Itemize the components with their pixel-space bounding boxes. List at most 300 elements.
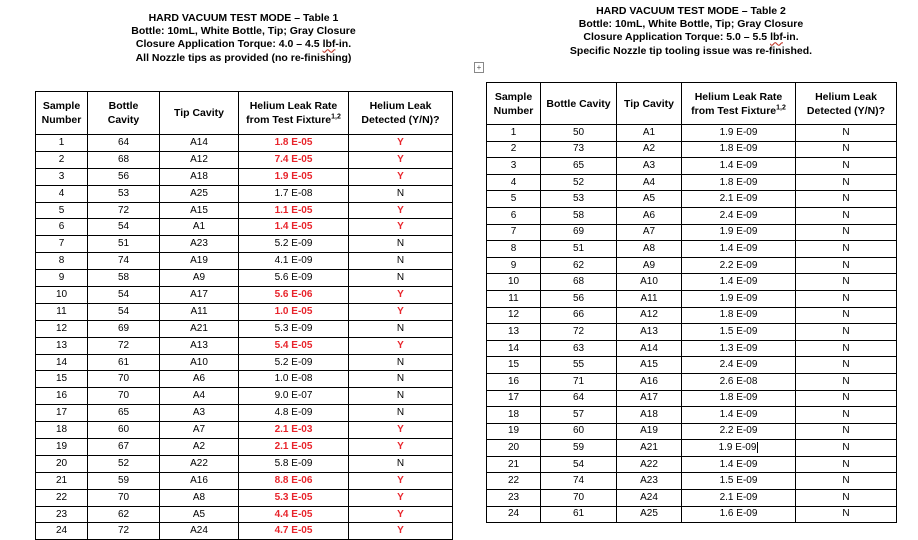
leak-rate-cell[interactable] bbox=[239, 236, 349, 253]
sample-number-cell[interactable] bbox=[487, 490, 541, 507]
leak-rate-cell[interactable] bbox=[682, 257, 796, 274]
leak-rate-value: 2.1 E-09 bbox=[719, 193, 758, 205]
tip-cavity-cell[interactable] bbox=[160, 422, 239, 439]
bottle-cavity-cell[interactable] bbox=[88, 202, 160, 219]
leak-rate-cell[interactable] bbox=[682, 324, 796, 341]
table-row bbox=[487, 307, 897, 324]
tip-cavity-cell[interactable] bbox=[160, 253, 239, 270]
bottle-cavity-cell[interactable] bbox=[541, 257, 617, 274]
sample-number-cell[interactable] bbox=[487, 423, 541, 440]
table-move-handle-icon[interactable]: + bbox=[474, 62, 484, 73]
leak-detected-cell[interactable] bbox=[349, 253, 453, 270]
sample-number-value: 18 bbox=[507, 408, 520, 420]
sample-number-cell[interactable] bbox=[36, 303, 88, 320]
sample-number-cell[interactable] bbox=[487, 158, 541, 175]
leak-detected-cell[interactable] bbox=[349, 151, 453, 168]
bottle-cavity-cell[interactable] bbox=[541, 290, 617, 307]
table-row bbox=[36, 168, 453, 185]
leak-rate-cell[interactable] bbox=[682, 473, 796, 490]
bottle-cavity-cell[interactable] bbox=[541, 373, 617, 390]
bottle-cavity-cell[interactable] bbox=[88, 489, 160, 506]
tip-cavity-cell[interactable] bbox=[160, 455, 239, 472]
leak-rate-cell[interactable] bbox=[682, 506, 796, 523]
leak-detected-value: Y bbox=[397, 525, 404, 537]
bottle-cavity-cell[interactable] bbox=[541, 490, 617, 507]
sample-number-cell[interactable] bbox=[36, 405, 88, 422]
sample-number-value: 8 bbox=[58, 255, 65, 267]
bottle-cavity-cell[interactable] bbox=[541, 207, 617, 224]
sample-number-cell[interactable] bbox=[487, 290, 541, 307]
table2-torque-unit: lbf bbox=[770, 31, 783, 44]
bottle-cavity-cell[interactable] bbox=[88, 455, 160, 472]
leak-rate-value: 1.9 E-09 bbox=[719, 292, 758, 304]
tip-cavity-value: A4 bbox=[642, 176, 656, 188]
leak-rate-cell[interactable] bbox=[682, 158, 796, 175]
table-row bbox=[36, 236, 453, 253]
leak-rate-value: 1.8 E-09 bbox=[719, 143, 758, 155]
bottle-cavity-cell[interactable] bbox=[541, 224, 617, 241]
leak-detected-cell[interactable] bbox=[349, 320, 453, 337]
leak-detected-cell[interactable] bbox=[349, 354, 453, 371]
table-row bbox=[36, 354, 453, 371]
sample-number-cell[interactable] bbox=[487, 224, 541, 241]
leak-detected-value: N bbox=[842, 508, 850, 520]
leak-rate-value: 1.8 E-09 bbox=[719, 309, 758, 321]
leak-rate-cell[interactable] bbox=[682, 340, 796, 357]
leak-rate-cell[interactable] bbox=[682, 241, 796, 258]
tip-cavity-cell[interactable] bbox=[160, 337, 239, 354]
bottle-cavity-cell[interactable] bbox=[88, 388, 160, 405]
sample-number-cell[interactable] bbox=[487, 357, 541, 374]
leak-rate-cell[interactable] bbox=[239, 337, 349, 354]
tip-cavity-cell[interactable] bbox=[160, 489, 239, 506]
leak-detected-value: Y bbox=[397, 204, 404, 216]
tip-cavity-cell[interactable] bbox=[160, 405, 239, 422]
tip-cavity-cell[interactable] bbox=[617, 141, 682, 158]
leak-detected-cell[interactable] bbox=[796, 307, 897, 324]
sample-number-cell[interactable] bbox=[36, 489, 88, 506]
leak-detected-cell[interactable] bbox=[349, 219, 453, 236]
sample-number-cell[interactable] bbox=[487, 274, 541, 291]
bottle-cavity-value: 51 bbox=[117, 238, 130, 250]
bottle-cavity-cell[interactable] bbox=[88, 236, 160, 253]
sample-number-cell[interactable] bbox=[487, 241, 541, 258]
bottle-cavity-cell[interactable] bbox=[88, 185, 160, 202]
bottle-cavity-cell[interactable] bbox=[541, 274, 617, 291]
tip-cavity-cell[interactable] bbox=[160, 185, 239, 202]
tip-cavity-cell[interactable] bbox=[617, 456, 682, 473]
bottle-cavity-cell[interactable] bbox=[541, 307, 617, 324]
sample-number-cell[interactable] bbox=[487, 373, 541, 390]
bottle-cavity-cell[interactable] bbox=[88, 354, 160, 371]
leak-rate-cell[interactable] bbox=[239, 354, 349, 371]
bottle-cavity-cell[interactable] bbox=[88, 287, 160, 304]
leak-detected-cell[interactable] bbox=[349, 168, 453, 185]
leak-detected-cell[interactable] bbox=[349, 202, 453, 219]
sample-number-cell[interactable] bbox=[36, 354, 88, 371]
tip-cavity-cell[interactable] bbox=[617, 174, 682, 191]
leak-detected-cell[interactable] bbox=[796, 407, 897, 424]
tip-cavity-value: A17 bbox=[640, 392, 658, 404]
tip-cavity-cell[interactable] bbox=[160, 388, 239, 405]
bottle-cavity-cell[interactable] bbox=[541, 158, 617, 175]
tip-cavity-cell[interactable] bbox=[617, 307, 682, 324]
tip-cavity-cell[interactable] bbox=[617, 257, 682, 274]
tip-cavity-value: A14 bbox=[640, 342, 658, 354]
tip-cavity-cell[interactable] bbox=[617, 490, 682, 507]
table-row bbox=[36, 388, 453, 405]
leak-detected-cell[interactable] bbox=[796, 241, 897, 258]
leak-detected-cell[interactable] bbox=[796, 357, 897, 374]
tip-cavity-cell[interactable] bbox=[617, 241, 682, 258]
leak-detected-cell[interactable] bbox=[349, 236, 453, 253]
leak-detected-cell[interactable] bbox=[796, 456, 897, 473]
leak-detected-cell[interactable] bbox=[796, 373, 897, 390]
sample-number-cell[interactable] bbox=[487, 141, 541, 158]
tip-cavity-value: A14 bbox=[190, 136, 208, 148]
leak-rate-cell[interactable] bbox=[239, 303, 349, 320]
sample-number-value: 16 bbox=[55, 390, 68, 402]
bottle-cavity-cell[interactable] bbox=[541, 423, 617, 440]
bottle-cavity-cell[interactable] bbox=[88, 439, 160, 456]
leak-rate-cell[interactable] bbox=[682, 274, 796, 291]
bottle-cavity-value: 60 bbox=[117, 424, 130, 436]
tip-cavity-value: A1 bbox=[192, 221, 206, 233]
leak-detected-value: N bbox=[842, 425, 850, 437]
leak-rate-cell[interactable] bbox=[239, 185, 349, 202]
leak-rate-cell[interactable] bbox=[239, 455, 349, 472]
leak-detected-cell[interactable] bbox=[349, 506, 453, 523]
leak-detected-cell[interactable] bbox=[796, 257, 897, 274]
bottle-cavity-cell[interactable] bbox=[88, 168, 160, 185]
leak-rate-cell[interactable] bbox=[239, 439, 349, 456]
leak-detected-cell[interactable] bbox=[796, 191, 897, 208]
leak-rate-value: 5.3 E-05 bbox=[274, 491, 313, 503]
tip-cavity-cell[interactable] bbox=[160, 202, 239, 219]
leak-rate-cell[interactable] bbox=[682, 307, 796, 324]
tip-cavity-cell[interactable] bbox=[160, 472, 239, 489]
leak-rate-cell[interactable] bbox=[239, 320, 349, 337]
bottle-cavity-cell[interactable] bbox=[541, 241, 617, 258]
sample-number-cell[interactable] bbox=[36, 202, 88, 219]
tip-cavity-cell[interactable] bbox=[160, 236, 239, 253]
sample-number-cell[interactable] bbox=[36, 185, 88, 202]
sample-number-value: 2 bbox=[58, 153, 65, 165]
bottle-cavity-cell[interactable] bbox=[541, 440, 617, 457]
sample-number-value: 22 bbox=[55, 491, 68, 503]
tip-cavity-cell[interactable] bbox=[617, 158, 682, 175]
tip-cavity-cell[interactable] bbox=[160, 354, 239, 371]
leak-detected-value: N bbox=[842, 458, 850, 470]
sample-number-cell[interactable] bbox=[487, 257, 541, 274]
leak-detected-cell[interactable] bbox=[349, 523, 453, 540]
leak-detected-cell[interactable] bbox=[349, 472, 453, 489]
leak-rate-cell[interactable] bbox=[682, 141, 796, 158]
leak-detected-cell[interactable] bbox=[349, 371, 453, 388]
bottle-cavity-cell[interactable] bbox=[541, 191, 617, 208]
bottle-cavity-cell[interactable] bbox=[88, 337, 160, 354]
sample-number-cell[interactable] bbox=[487, 340, 541, 357]
tip-cavity-cell[interactable] bbox=[160, 506, 239, 523]
sample-number-cell[interactable] bbox=[36, 371, 88, 388]
sample-number-cell[interactable] bbox=[36, 287, 88, 304]
sample-number-value: 5 bbox=[58, 204, 65, 216]
bottle-cavity-cell[interactable] bbox=[88, 422, 160, 439]
table-row bbox=[487, 207, 897, 224]
sample-number-cell[interactable] bbox=[36, 320, 88, 337]
leak-rate-cell[interactable] bbox=[239, 151, 349, 168]
leak-detected-cell[interactable] bbox=[796, 324, 897, 341]
leak-rate-value: 1.8 E-09 bbox=[719, 176, 758, 188]
leak-rate-value: 7.4 E-05 bbox=[274, 153, 313, 165]
bottle-cavity-cell[interactable] bbox=[88, 320, 160, 337]
sample-number-cell[interactable] bbox=[36, 455, 88, 472]
tip-cavity-cell[interactable] bbox=[617, 357, 682, 374]
bottle-cavity-cell[interactable] bbox=[88, 303, 160, 320]
leak-detected-cell[interactable] bbox=[796, 158, 897, 175]
leak-rate-cell[interactable] bbox=[682, 490, 796, 507]
sample-number-cell[interactable] bbox=[36, 151, 88, 168]
leak-rate-cell[interactable] bbox=[239, 168, 349, 185]
bottle-cavity-cell[interactable] bbox=[88, 523, 160, 540]
bottle-cavity-cell[interactable] bbox=[541, 506, 617, 523]
table-row bbox=[36, 287, 453, 304]
tip-cavity-cell[interactable] bbox=[617, 191, 682, 208]
tip-cavity-cell[interactable] bbox=[617, 290, 682, 307]
sample-number-cell[interactable] bbox=[36, 472, 88, 489]
sample-number-value: 4 bbox=[58, 187, 65, 199]
leak-detected-value: N bbox=[396, 322, 405, 334]
tip-cavity-cell[interactable] bbox=[160, 287, 239, 304]
leak-rate-cell[interactable] bbox=[239, 253, 349, 270]
tip-cavity-value: A5 bbox=[642, 193, 656, 205]
sample-number-cell[interactable] bbox=[487, 407, 541, 424]
leak-rate-cell[interactable] bbox=[682, 440, 796, 457]
tip-cavity-cell[interactable] bbox=[160, 371, 239, 388]
leak-detected-cell[interactable] bbox=[796, 141, 897, 158]
leak-detected-cell[interactable] bbox=[349, 388, 453, 405]
leak-detected-cell[interactable] bbox=[796, 506, 897, 523]
leak-rate-cell[interactable] bbox=[682, 456, 796, 473]
tip-cavity-cell[interactable] bbox=[617, 440, 682, 457]
leak-detected-cell[interactable] bbox=[796, 207, 897, 224]
sample-number-cell[interactable] bbox=[487, 207, 541, 224]
table-row bbox=[487, 174, 897, 191]
bottle-cavity-cell[interactable] bbox=[541, 390, 617, 407]
sample-number-cell[interactable] bbox=[36, 523, 88, 540]
sample-number-cell[interactable] bbox=[487, 440, 541, 457]
leak-detected-cell[interactable] bbox=[796, 473, 897, 490]
leak-detected-cell[interactable] bbox=[796, 174, 897, 191]
bottle-cavity-cell[interactable] bbox=[88, 270, 160, 287]
tip-cavity-value: A13 bbox=[190, 339, 208, 351]
leak-rate-cell[interactable] bbox=[239, 135, 349, 152]
bottle-cavity-cell[interactable] bbox=[88, 506, 160, 523]
tip-cavity-cell[interactable] bbox=[617, 473, 682, 490]
bottle-cavity-cell[interactable] bbox=[541, 174, 617, 191]
tip-cavity-cell[interactable] bbox=[160, 303, 239, 320]
tip-cavity-cell[interactable] bbox=[160, 151, 239, 168]
bottle-cavity-cell[interactable] bbox=[88, 151, 160, 168]
tip-cavity-cell[interactable] bbox=[160, 168, 239, 185]
leak-detected-cell[interactable] bbox=[349, 489, 453, 506]
sample-number-cell[interactable] bbox=[36, 168, 88, 185]
table-row bbox=[487, 390, 897, 407]
bottle-cavity-cell[interactable] bbox=[541, 357, 617, 374]
leak-rate-cell[interactable] bbox=[682, 207, 796, 224]
bottle-cavity-value: 71 bbox=[572, 375, 585, 387]
leak-detected-cell[interactable] bbox=[349, 270, 453, 287]
leak-detected-cell[interactable] bbox=[349, 135, 453, 152]
sample-number-value: 11 bbox=[56, 305, 67, 317]
bottle-cavity-cell[interactable] bbox=[88, 405, 160, 422]
leak-detected-cell[interactable] bbox=[796, 224, 897, 241]
tip-cavity-cell[interactable] bbox=[160, 270, 239, 287]
bottle-cavity-cell[interactable] bbox=[541, 456, 617, 473]
sample-number-cell[interactable] bbox=[36, 388, 88, 405]
sample-number-cell[interactable] bbox=[36, 236, 88, 253]
leak-detected-cell[interactable] bbox=[796, 340, 897, 357]
bottle-cavity-cell[interactable] bbox=[88, 472, 160, 489]
tip-cavity-cell[interactable] bbox=[617, 506, 682, 523]
leak-detected-cell[interactable] bbox=[796, 440, 897, 457]
sample-number-cell[interactable] bbox=[487, 390, 541, 407]
table-row bbox=[36, 219, 453, 236]
sample-number-cell[interactable] bbox=[487, 324, 541, 341]
leak-rate-cell[interactable] bbox=[682, 407, 796, 424]
bottle-cavity-cell[interactable] bbox=[541, 473, 617, 490]
tip-cavity-cell[interactable] bbox=[160, 439, 239, 456]
bottle-cavity-cell[interactable] bbox=[541, 407, 617, 424]
tip-cavity-value: A24 bbox=[640, 491, 658, 503]
sample-number-cell[interactable] bbox=[487, 473, 541, 490]
leak-detected-value: N bbox=[842, 309, 850, 321]
sample-number-cell[interactable] bbox=[36, 135, 88, 152]
sample-number-cell[interactable] bbox=[36, 270, 88, 287]
leak-detected-cell[interactable] bbox=[796, 490, 897, 507]
leak-rate-cell[interactable] bbox=[239, 202, 349, 219]
leak-rate-cell[interactable] bbox=[239, 219, 349, 236]
leak-detected-cell[interactable] bbox=[349, 422, 453, 439]
leak-detected-cell[interactable] bbox=[796, 274, 897, 291]
leak-detected-cell[interactable] bbox=[349, 439, 453, 456]
sample-number-value: 13 bbox=[55, 339, 68, 351]
sample-number-cell[interactable] bbox=[487, 456, 541, 473]
leak-rate-cell[interactable] bbox=[239, 405, 349, 422]
sample-number-value: 8 bbox=[510, 242, 517, 254]
sample-number-cell[interactable] bbox=[36, 337, 88, 354]
leak-detected-cell[interactable] bbox=[796, 390, 897, 407]
tip-cavity-cell[interactable] bbox=[160, 320, 239, 337]
sample-number-cell[interactable] bbox=[487, 506, 541, 523]
tip-cavity-value: A11 bbox=[190, 305, 208, 317]
table1-nozzle-line: All Nozzle tips as provided (no re-finishing) bbox=[135, 51, 352, 64]
bottle-cavity-cell[interactable] bbox=[541, 340, 617, 357]
bottle-cavity-cell[interactable] bbox=[541, 141, 617, 158]
tip-cavity-value: A2 bbox=[642, 143, 656, 155]
leak-rate-cell[interactable] bbox=[239, 489, 349, 506]
table-row bbox=[487, 257, 897, 274]
tip-cavity-cell[interactable] bbox=[617, 407, 682, 424]
tip-cavity-cell[interactable] bbox=[160, 219, 239, 236]
tip-cavity-cell[interactable] bbox=[160, 135, 239, 152]
tip-cavity-cell[interactable] bbox=[617, 390, 682, 407]
tip-cavity-cell[interactable] bbox=[617, 224, 682, 241]
leak-detected-cell[interactable] bbox=[796, 423, 897, 440]
leak-rate-cell[interactable] bbox=[682, 174, 796, 191]
bottle-cavity-cell[interactable] bbox=[88, 135, 160, 152]
sample-number-cell[interactable] bbox=[36, 219, 88, 236]
leak-rate-cell[interactable] bbox=[239, 388, 349, 405]
tip-cavity-cell[interactable] bbox=[617, 373, 682, 390]
leak-detected-cell[interactable] bbox=[349, 405, 453, 422]
tip-cavity-cell[interactable] bbox=[617, 274, 682, 291]
leak-rate-cell[interactable] bbox=[239, 506, 349, 523]
bottle-cavity-cell[interactable] bbox=[88, 219, 160, 236]
leak-detected-cell[interactable] bbox=[796, 290, 897, 307]
leak-rate-cell[interactable] bbox=[239, 422, 349, 439]
sample-number-cell[interactable] bbox=[36, 253, 88, 270]
leak-rate-cell[interactable] bbox=[682, 357, 796, 374]
tip-cavity-cell[interactable] bbox=[617, 207, 682, 224]
sample-number-cell[interactable] bbox=[487, 307, 541, 324]
bottle-cavity-cell[interactable] bbox=[88, 253, 160, 270]
leak-rate-cell[interactable] bbox=[239, 472, 349, 489]
sample-number-cell[interactable] bbox=[487, 125, 541, 142]
tip-cavity-cell[interactable] bbox=[617, 324, 682, 341]
leak-rate-cell[interactable] bbox=[682, 125, 796, 142]
leak-rate-value: 1.6 E-09 bbox=[719, 508, 758, 520]
leak-rate-cell[interactable] bbox=[239, 371, 349, 388]
table1-torque-unit: lbf bbox=[322, 38, 336, 51]
tip-cavity-cell[interactable] bbox=[617, 423, 682, 440]
table2 bbox=[486, 82, 897, 523]
leak-rate-cell[interactable] bbox=[239, 270, 349, 287]
leak-rate-value: 1.5 E-09 bbox=[719, 325, 758, 337]
table-row bbox=[487, 324, 897, 341]
bottle-cavity-value: 61 bbox=[572, 508, 585, 520]
leak-detected-cell[interactable] bbox=[349, 185, 453, 202]
sample-number-cell[interactable] bbox=[36, 422, 88, 439]
leak-detected-cell[interactable] bbox=[349, 337, 453, 354]
leak-rate-cell[interactable] bbox=[682, 423, 796, 440]
leak-detected-cell[interactable] bbox=[796, 125, 897, 142]
leak-detected-cell[interactable] bbox=[349, 287, 453, 304]
sample-number-cell[interactable] bbox=[487, 191, 541, 208]
tip-cavity-cell[interactable] bbox=[617, 125, 682, 142]
leak-rate-cell[interactable] bbox=[682, 224, 796, 241]
leak-rate-cell[interactable] bbox=[682, 373, 796, 390]
table1-title: HARD VACUUM TEST MODE – Table 1 bbox=[148, 12, 339, 24]
leak-rate-cell[interactable] bbox=[682, 390, 796, 407]
leak-rate-cell[interactable] bbox=[239, 287, 349, 304]
leak-detected-cell[interactable] bbox=[349, 455, 453, 472]
tip-cavity-cell[interactable] bbox=[160, 523, 239, 540]
leak-detected-cell[interactable] bbox=[349, 303, 453, 320]
bottle-cavity-cell[interactable] bbox=[541, 324, 617, 341]
sample-number-cell[interactable] bbox=[487, 174, 541, 191]
leak-rate-cell[interactable] bbox=[682, 191, 796, 208]
leak-rate-cell[interactable] bbox=[682, 290, 796, 307]
bottle-cavity-cell[interactable] bbox=[541, 125, 617, 142]
sample-number-cell[interactable] bbox=[36, 506, 88, 523]
leak-rate-value: 5.4 E-05 bbox=[274, 339, 313, 351]
bottle-cavity-cell[interactable] bbox=[88, 371, 160, 388]
leak-rate-cell[interactable] bbox=[239, 523, 349, 540]
sample-number-value: 10 bbox=[55, 288, 68, 300]
sample-number-cell[interactable] bbox=[36, 439, 88, 456]
tip-cavity-cell[interactable] bbox=[617, 340, 682, 357]
